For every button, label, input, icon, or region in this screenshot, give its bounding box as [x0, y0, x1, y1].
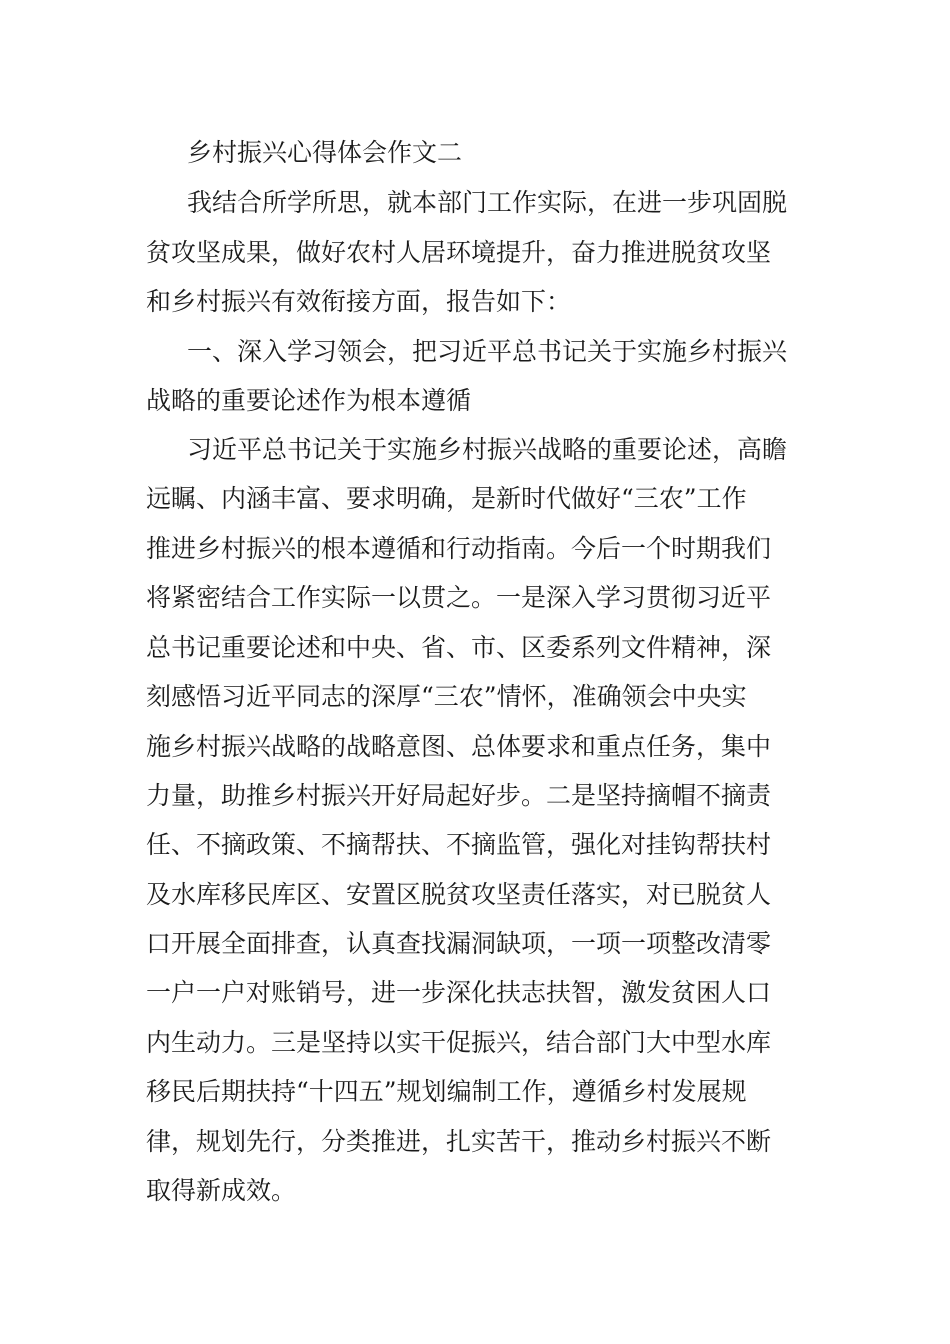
- paragraph-line: [0, 672, 950, 722]
- line-text: 一、深入学习领会，把习近平总书记关于实施乡村振兴: [187, 337, 788, 366]
- line-text: 取得新成效。: [146, 1176, 297, 1205]
- paragraph-line: [0, 573, 950, 623]
- line-text: 移民后期扶持“十四五”规划编制工作，遵循乡村发展规: [146, 1077, 747, 1106]
- line-text: 律，规划先行，分类推进，扎实苦干，推动乡村振兴不断: [146, 1127, 772, 1156]
- line-text: 和乡村振兴有效衔接方面，报告如下：: [146, 287, 572, 316]
- document-title: [0, 128, 950, 178]
- paragraph-line: [0, 277, 950, 327]
- line-text: 我结合所学所思，就本部门工作实际，在进一步巩固脱: [187, 188, 788, 217]
- section-heading-line: [0, 376, 950, 426]
- line-text: 总书记重要论述和中央、省、市、区委系列文件精神，深: [146, 633, 772, 662]
- line-text: 远瞩、内涵丰富、要求明确，是新时代做好“三农”工作: [146, 484, 747, 513]
- paragraph-line: [0, 228, 950, 278]
- paragraph-line: [0, 474, 950, 524]
- line-text: 将紧密结合工作实际一以贯之。一是深入学习贯彻习近平: [146, 583, 772, 612]
- paragraph-line: [0, 178, 950, 228]
- line-text: 内生动力。三是坚持以实干促振兴，结合部门大中型水库: [146, 1028, 772, 1057]
- line-text: 贫攻坚成果，做好农村人居环境提升，奋力推进脱贫攻坚: [146, 238, 772, 267]
- paragraph-line: [0, 722, 950, 772]
- line-text: 任、不摘政策、不摘帮扶、不摘监管，强化对挂钩帮扶村: [146, 830, 772, 859]
- line-text: 乡村振兴心得体会作文二: [187, 138, 463, 167]
- line-text: 及水库移民库区、安置区脱贫攻坚责任落实，对已脱贫人: [146, 880, 772, 909]
- paragraph-line: [0, 870, 950, 920]
- paragraph-line: [0, 820, 950, 870]
- paragraph-line: [0, 968, 950, 1018]
- line-text: 战略的重要论述作为根本遵循: [146, 386, 472, 415]
- paragraph-line: [0, 425, 950, 475]
- paragraph-line: [0, 771, 950, 821]
- line-text: 施乡村振兴战略的战略意图、总体要求和重点任务，集中: [146, 732, 772, 761]
- line-text: 推进乡村振兴的根本遵循和行动指南。今后一个时期我们: [146, 534, 772, 563]
- line-text: 一户一户对账销号，进一步深化扶志扶智，激发贫困人口: [146, 978, 772, 1007]
- paragraph-line: [0, 623, 950, 673]
- line-text: 力量，助推乡村振兴开好局起好步。二是坚持摘帽不摘责: [146, 781, 772, 810]
- paragraph-line: [0, 524, 950, 574]
- paragraph-line: [0, 1067, 950, 1117]
- line-text: 习近平总书记关于实施乡村振兴战略的重要论述，高瞻: [187, 435, 788, 464]
- paragraph-line: [0, 1018, 950, 1068]
- paragraph-line: [0, 1117, 950, 1167]
- paragraph-line: [0, 1166, 950, 1216]
- line-text: 刻感悟习近平同志的深厚“三农”情怀，准确领会中央实: [146, 682, 747, 711]
- section-heading-line: [0, 327, 950, 377]
- paragraph-line: [0, 919, 950, 969]
- line-text: 口开展全面排查，认真查找漏洞缺项，一项一项整改清零: [146, 929, 772, 958]
